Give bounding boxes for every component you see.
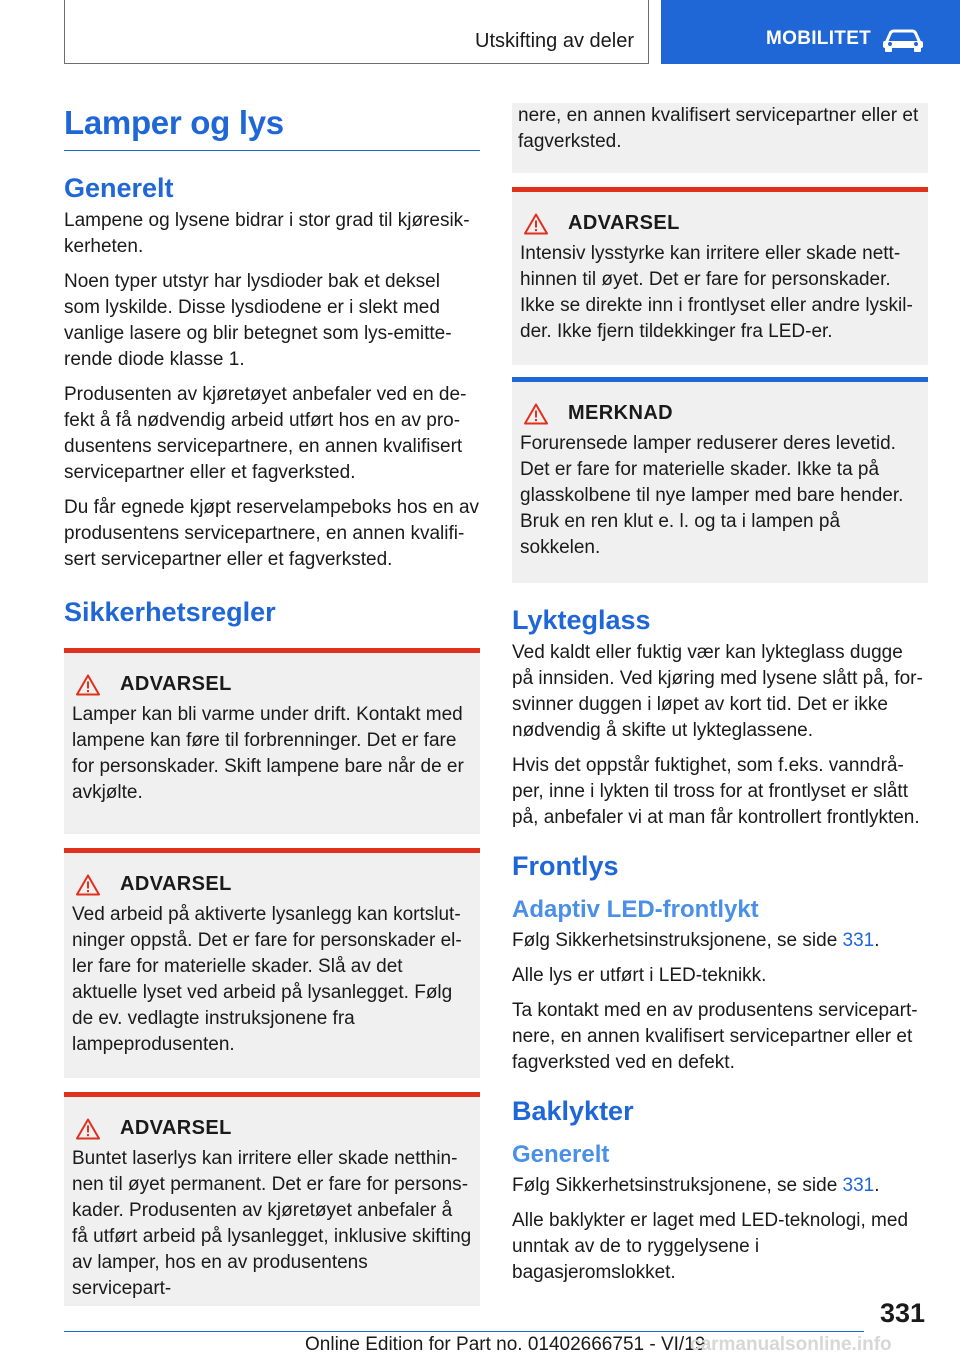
watermark: carmanualsonline.info [690,1334,892,1355]
warning-text: Buntet laserlys kan irritere eller skade netthinnen til øyet permanent. Det er fare for personskader. Produsenten av kjøretøyet anbefaler å få utført arbeid på lysanlegget, inklusive skifting av lamper, hos en av produsentens servicepart- [72,1148,472,1299]
warning-box [512,187,928,365]
warning-triangle-icon [76,874,100,896]
page-title: Lamper og lys [64,104,284,141]
note-title: MERKNAD [568,402,674,424]
continued-warning-box [512,103,928,173]
heading-adaptiv-led: Adaptiv LED-frontlykt [512,896,759,923]
heading-lykteglass: Lykteglass [512,605,651,635]
paragraph: Ta kontakt med en av produsentens servicepartnere, en annen kvalifisert servicepartner eller et fagverksted ved en defekt. [512,1000,918,1073]
paragraph: Alle baklykter er laget med LED-teknologi, med unntak av de to ryggelysene i bagasjeromslokket. [512,1210,909,1283]
right-column [512,103,928,1295]
continued-text: nere, en annen kvalifisert servicepartner eller et fagverksted. [518,105,919,152]
section-title: Utskifting av deler [475,30,634,52]
paragraph-text: Følg Sikkerhetsinstruksjonene, se side [512,1175,843,1196]
chapter-tab-label: MOBILITET [766,28,872,49]
paragraph: Produsenten av kjøretøyet anbefaler ved en defekt å få nødvendig arbeid utført hos en av produsentens servicepartnere, en annen kvalifisert servicepartner eller et fagverksted. [64,384,467,483]
page-reference-link[interactable]: 331 [842,930,875,951]
page-reference-link[interactable]: 331 [842,1175,875,1196]
warning-triangle-icon [76,1118,100,1140]
warning-box [64,848,480,1078]
car-icon [882,28,924,52]
paragraph: Ved kaldt eller fuktig vær kan lykteglass dugge på innsiden. Ved kjøring med lysene slått på, forsvinner duggen i løpet av kort tid. Det er ikke nødvendig å skifte ut lykteglassene. [512,642,923,741]
warning-box [64,648,480,834]
paragraph-text: . [874,1175,880,1196]
paragraph: Hvis det oppstår fuktighet, som f.eks. vanndråper, inne i lykten til tross for at frontlyset er slått på, anbefaler vi at man får kontrollert frontlykten. [512,755,920,828]
warning-text: Intensiv lysstyrke kan irritere eller skade netthinnen til øyet. Det er fare for personskader. Ikke se direkte inn i frontlyset eller andre lyskilder. Ikke fjern tildekkinger fra LED-er. [520,243,913,342]
warning-text: Lamper kan bli varme under drift. Kontakt med lampene kan føre til forbrenninger. Det er fare for personskader. Skift lampene bare når de er avkjølte. [72,704,464,803]
note-text: Forurensede lamper reduserer deres levetid. Det er fare for materielle skader. Ikke ta på glasskolbene til nye lamper med bare hender. Bruk en ren klut e. l. og ta i lampen på sokkelen. [520,433,904,558]
warning-triangle-icon [524,213,548,235]
paragraph-text: Følg Sikkerhetsinstruksjonene, se side [512,930,843,951]
note-box [512,377,928,583]
paragraph: Lampene og lysene bidrar i stor grad til kjøresikkerheten. [64,210,470,257]
title-rule [64,150,480,151]
paragraph-text: . [874,930,880,951]
warning-title: ADVARSEL [120,873,232,895]
left-column [64,100,480,1320]
warning-text: Ved arbeid på aktiverte lysanlegg kan kortslutninger oppstå. Det er fare for personskader eller fare for materielle skader. Slå av det aktuelle lyset ved arbeid på lysanlegget. Følg de ev. vedlagte instruksjonene fra lampeprodusenten. [72,904,462,1055]
warning-triangle-icon [76,674,100,696]
header-section-box [64,0,649,64]
heading-baklykter: Baklykter [512,1096,634,1126]
paragraph [512,1173,928,1199]
heading-generelt-baklykter: Generelt [512,1141,610,1168]
warning-title: ADVARSEL [568,212,680,234]
warning-box [64,1092,480,1306]
edition-text: Online Edition for Part no. 01402666751 - VI/19 [305,1334,706,1355]
paragraph: Alle lys er utført i LED-teknikk. [512,965,767,986]
warning-title: ADVARSEL [120,673,232,695]
warning-title: ADVARSEL [120,1117,232,1139]
heading-frontlys: Frontlys [512,851,619,881]
footer-rule [64,1331,864,1332]
paragraph: Du får egnede kjøpt reservelampeboks hos en av produsentens servicepartnere, en annen kvalifisert servicepartner eller et fagverksted. [64,497,480,570]
paragraph: Noen typer utstyr har lysdioder bak et deksel som lyskilde. Disse lysdiodene er i slekt med vanlige lasere og blir betegnet som lys-emitterende diode klasse 1. [64,271,452,370]
paragraph [512,928,928,954]
chapter-tab [661,0,960,64]
heading-generelt: Generelt [64,173,174,203]
page-number: 331 [879,1298,925,1328]
note-triangle-icon [524,403,548,425]
heading-sikkerhetsregler: Sikkerhetsregler [64,597,276,627]
